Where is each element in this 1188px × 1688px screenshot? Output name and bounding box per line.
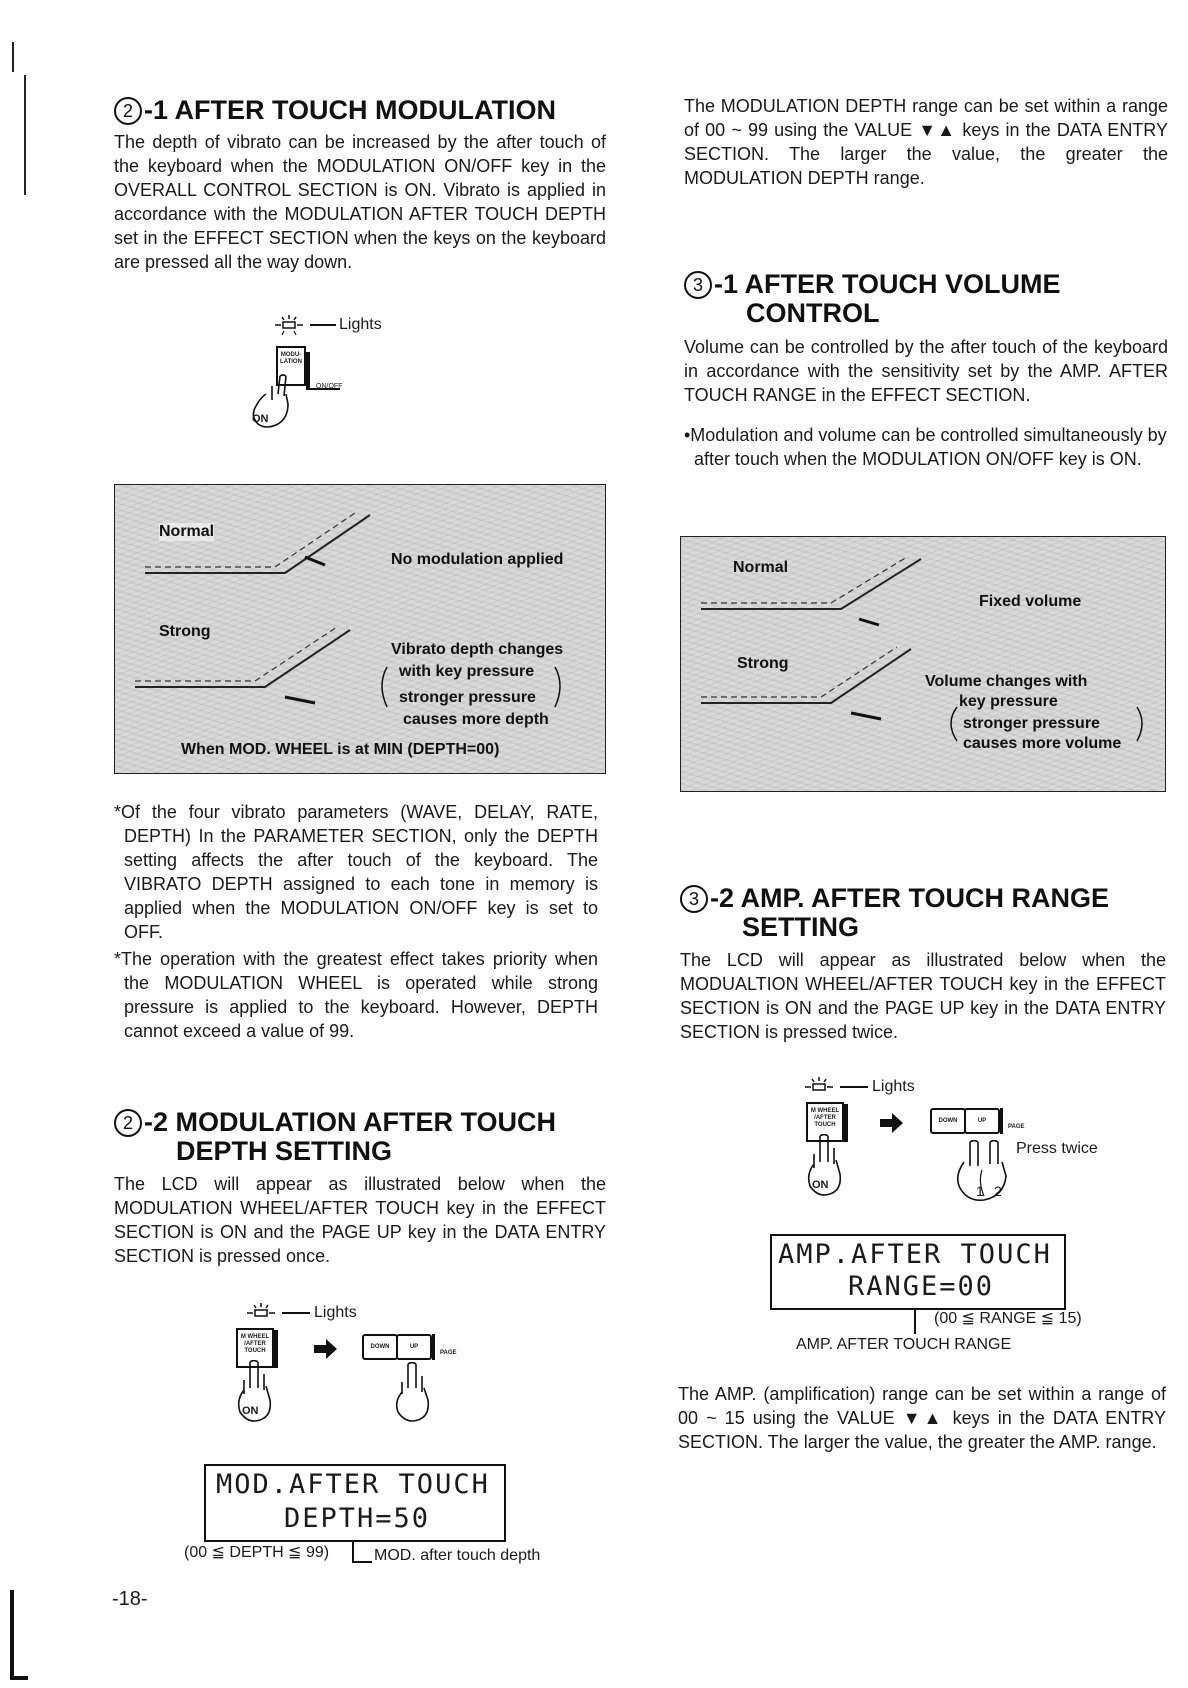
- volume-label-2: key pressure: [959, 693, 1058, 710]
- mod-wheel-min-label: When MOD. WHEEL is at MIN (DEPTH=00): [181, 741, 500, 758]
- arrow-right-icon: [878, 1112, 904, 1134]
- circled-number: 3: [680, 885, 708, 913]
- mod-wheel-key-label: M WHEEL /AFTER TOUCH: [810, 1108, 840, 1128]
- light-icon: [272, 314, 306, 336]
- page-label: PAGE: [440, 1350, 457, 1356]
- range-caption: AMP. AFTER TOUCH RANGE: [796, 1336, 1012, 1353]
- leader-line: [840, 1086, 868, 1088]
- vibrato-label-2: with key pressure: [399, 663, 535, 680]
- strong-label: Strong: [159, 623, 211, 640]
- section-body: The LCD will appear as illustrated below when the MODULATION WHEEL/AFTER TOUCH key in the EFFECT SECTION is ON and the PAGE UP key in the DATA ENTRY SECTION is pressed once.: [114, 1174, 606, 1266]
- circled-number: 3: [684, 271, 712, 299]
- down-button: DOWN: [362, 1334, 398, 1360]
- section-body: The depth of vibrato can be increased by the after touch of the keyboard when the MODULATION ON/OFF key in the OVERALL CONTROL SECTION is ON. Vibrato is applied in accordance with the MODULATION AFTER TOUCH DEPTH set in the EFFECT SECTION when the keys on the keyboard are pressed all the way down.: [114, 132, 606, 272]
- led-bar: [306, 352, 310, 390]
- stronger-label-1: stronger pressure: [399, 689, 536, 706]
- led-bar: [432, 1334, 435, 1360]
- margin-mark: [24, 75, 26, 195]
- section-body: The LCD will appear as illustrated below when the MODUALTION WHEEL/AFTER TOUCH key in the EFFECT SECTION is ON and the PAGE UP key in the DATA ENTRY SECTION is pressed twice.: [680, 950, 1166, 1042]
- stronger-label-2: causes more volume: [963, 735, 1122, 752]
- callout-line: [352, 1561, 372, 1563]
- after-touch-modulation-photo: [114, 484, 606, 774]
- section-2-2: [114, 1108, 606, 1268]
- callout-line: [914, 1308, 916, 1334]
- lcd-line-2: DEPTH=50: [284, 1503, 431, 1534]
- callout-line: [352, 1540, 354, 1562]
- corner-mark: [10, 1676, 28, 1680]
- modulation-key-figure: [240, 312, 440, 432]
- light-icon: [244, 1302, 278, 1324]
- lcd-display: [770, 1234, 1066, 1310]
- lights-label: Lights: [339, 316, 382, 333]
- finger-icon: [242, 374, 302, 432]
- mod-wheel-key-figure: [226, 1300, 486, 1450]
- fixed-volume-label: Fixed volume: [979, 593, 1082, 610]
- on-label: ON: [812, 1179, 829, 1191]
- lcd-display: [204, 1464, 506, 1542]
- section-2-1: [114, 96, 606, 274]
- onoff-label: ON/OFF: [316, 383, 343, 390]
- press-twice-label: Press twice: [1016, 1140, 1098, 1157]
- page-label: PAGE: [1008, 1124, 1025, 1130]
- margin-mark: [12, 42, 14, 72]
- corner-mark: [10, 1590, 14, 1680]
- section-3-2: [680, 884, 1166, 1044]
- normal-label: Normal: [733, 559, 789, 576]
- leader-line: [310, 324, 336, 326]
- strong-label: Strong: [737, 655, 789, 672]
- lights-label: Lights: [872, 1078, 915, 1095]
- stronger-label-1: stronger pressure: [963, 715, 1100, 732]
- circled-number: 2: [114, 97, 142, 125]
- intro-text: The MODULATION DEPTH range can be set within a range of 00 ~ 99 using the VALUE ▼▲ keys in the DATA ENTRY SECTION. The larger the value, the greater the MODULATION DEPTH range.: [684, 96, 1168, 188]
- note-item: *Of the four vibrato parameters (WAVE, DELAY, RATE, DEPTH) In the PARAMETER SECTION, only the DEPTH setting affects the after touch of the keyboard. The VIBRATO DEPTH assigned to each tone in memory is applied when the MODULATION ON/OFF key is set to OFF.: [114, 802, 598, 942]
- section-title: 3 -2 AMP. AFTER TOUCH RANGE SETTING: [680, 884, 1166, 942]
- vibrato-label-1: Vibrato depth changes: [391, 641, 564, 658]
- note-item: *The operation with the greatest effect takes priority when the MODULATION WHEEL is operated while strong pressure is applied to the keyboard. However, DEPTH cannot exceed a value of 99.: [114, 949, 598, 1041]
- lcd-line-2: RANGE=00: [848, 1271, 995, 1302]
- amp-range-outro: [678, 1382, 1166, 1454]
- no-modulation-label: No modulation applied: [391, 551, 564, 568]
- after-touch-volume-photo: [680, 536, 1166, 792]
- section-title: 3 -1 AFTER TOUCH VOLUME CONTROL: [684, 270, 1168, 328]
- normal-label: Normal: [159, 523, 215, 540]
- circled-number: 2: [114, 1109, 142, 1137]
- notes: [114, 800, 598, 1043]
- page-number: -18-: [112, 1588, 148, 1610]
- section-body: Volume can be controlled by the after touch of the keyboard in accordance with the sensitivity set by the AMP. AFTER TOUCH RANGE in the EFFECT SECTION.: [684, 337, 1168, 405]
- leader-line: [282, 1312, 310, 1314]
- finger-icon: [388, 1362, 438, 1426]
- section-3-1: [684, 270, 1168, 471]
- depth-range-label: (00 ≦ DEPTH ≦ 99): [184, 1544, 330, 1561]
- page-up-button: UP: [964, 1108, 1000, 1134]
- finger-icon: [950, 1140, 1020, 1206]
- light-icon: [802, 1076, 836, 1098]
- led-bar: [1000, 1108, 1003, 1134]
- range-label: (00 ≦ RANGE ≦ 15): [934, 1310, 1082, 1327]
- count-1-label: 1: [976, 1183, 984, 1199]
- lights-label: Lights: [314, 1304, 357, 1321]
- section-title: 2 -1 AFTER TOUCH MODULATION: [114, 96, 606, 125]
- outro-text: The AMP. (amplification) range can be set within a range of 00 ~ 15 using the VALUE ▼▲ keys in the DATA ENTRY SECTION. The larger the value, the greater the AMP. range.: [678, 1384, 1166, 1452]
- mod-wheel-key-label: M WHEEL /AFTER TOUCH: [240, 1334, 270, 1354]
- amp-key-figure: [790, 1074, 1120, 1234]
- down-button: DOWN: [930, 1108, 966, 1134]
- count-2-label: 2: [994, 1183, 1002, 1199]
- lcd-line-1: AMP.AFTER TOUCH: [778, 1239, 1052, 1270]
- on-label: ON: [242, 1405, 259, 1417]
- lcd-line-1: MOD.AFTER TOUCH: [216, 1469, 490, 1500]
- bullet-note: •Modulation and volume can be controlled simultaneously by after touch when the MODULATION ON/OFF key is ON.: [684, 425, 1167, 469]
- section-title: 2 -2 MODULATION AFTER TOUCH DEPTH SETTING: [114, 1108, 606, 1166]
- volume-label-1: Volume changes with: [925, 673, 1088, 690]
- stronger-label-2: causes more depth: [403, 711, 549, 728]
- page-up-button: UP: [396, 1334, 432, 1360]
- depth-range-intro: [684, 94, 1168, 190]
- modulation-key-label: MODU-LATION: [280, 352, 302, 365]
- depth-caption: MOD. after touch depth: [374, 1547, 541, 1564]
- arrow-right-icon: [312, 1338, 338, 1360]
- on-label: ON: [252, 413, 269, 425]
